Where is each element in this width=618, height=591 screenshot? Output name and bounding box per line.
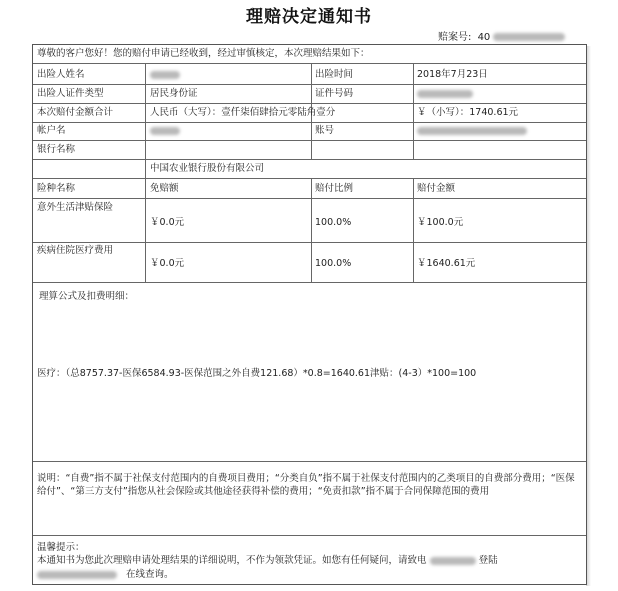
total-amount-uppercase: 人民币（大写）：壹仟柒佰肆拾元零陆角壹分 — [150, 107, 336, 118]
divider — [33, 282, 586, 283]
notice-line-2-text: 在线查询。 — [126, 569, 174, 580]
accident-time-label: 出险时间 — [315, 69, 354, 80]
id-number-label: 证件号码 — [315, 88, 354, 99]
claims-cell: ￥1640.61元 — [417, 258, 476, 269]
redacted-id-number — [417, 90, 473, 98]
redacted-case-number — [493, 33, 565, 41]
claims-cell: 疾病住院医疗费用 — [37, 245, 114, 256]
formula-title: 理算公式及扣费明细： — [39, 291, 135, 302]
redacted-account-name — [150, 127, 180, 135]
id-type-label: 出险人证件类型 — [37, 88, 104, 99]
accident-time-value: 2018年7月23日 — [417, 69, 488, 80]
claims-cell: ￥100.0元 — [417, 217, 464, 228]
case-number-label: 赔案号: — [438, 32, 472, 43]
redacted-insured-name — [150, 71, 180, 79]
divider — [33, 103, 586, 104]
greeting-text: 尊敬的客户您好！您的赔付申请已经收到，经过审慎核定，本次理赔结果如下： — [37, 48, 370, 59]
id-type-value: 居民身份证 — [150, 88, 198, 99]
divider — [145, 178, 146, 282]
total-amount-label: 本次赔付金额合计 — [37, 107, 114, 118]
total-amount-lowercase: ￥（小写）：1740.61元 — [417, 107, 519, 118]
claims-header-cell: 赔付比例 — [315, 183, 354, 194]
account-name-label: 帐户名 — [37, 125, 66, 136]
account-number-label: 账号 — [315, 125, 335, 136]
divider — [33, 159, 586, 160]
divider — [33, 242, 586, 243]
divider — [33, 535, 586, 536]
redacted-phone — [430, 557, 476, 565]
divider — [33, 140, 586, 141]
page-title: 理赔决定通知书 — [246, 7, 372, 27]
divider — [33, 122, 586, 123]
notice-line-1-login: 登陆 — [478, 555, 498, 566]
formula-detail: 医疗：（总8757.37-医保6584.93-医保范围之外自费121.68）*0.8=1640.61津贴：(4-3）*100=100 — [37, 368, 477, 379]
divider — [33, 198, 586, 199]
bank-name-value: 中国农业银行股份有限公司 — [150, 163, 265, 174]
divider — [33, 178, 586, 179]
claims-header-cell: 赔付金额 — [417, 183, 456, 194]
insured-name-label: 出险人姓名 — [37, 69, 85, 80]
explanation-text: 说明：“自费”指不属于社保支付范围内的自费项目费用；“分类自负”指不属于社保支付范围内的乙类项目的自费部分费用；“医保给付”、“第三方支付”指您从社会保险或其他途径获得补偿的费用；“免责扣款”指不属于合同保障范围的费用 — [37, 473, 575, 497]
bank-name-label: 银行名称 — [37, 144, 76, 155]
divider — [145, 63, 146, 178]
divider — [311, 178, 312, 282]
case-number-value: 40 — [477, 32, 491, 43]
claims-cell: 100.0% — [315, 217, 352, 228]
redacted-account-number — [417, 127, 527, 135]
claims-cell: ￥0.0元 — [150, 217, 185, 228]
case-number — [438, 28, 565, 43]
divider — [33, 461, 586, 462]
notice-line-1 — [37, 555, 498, 567]
divider — [311, 63, 312, 84]
divider — [33, 84, 586, 85]
divider — [311, 84, 312, 159]
redacted-website — [37, 571, 117, 579]
claims-cell: 100.0% — [315, 258, 352, 269]
claims-cell: 意外生活津贴保险 — [37, 202, 114, 213]
notice-form — [32, 44, 587, 585]
notice-title: 温馨提示： — [37, 542, 85, 553]
notice-line-2 — [37, 569, 174, 581]
claims-header-cell: 免赔额 — [150, 183, 179, 194]
claims-cell: ￥0.0元 — [150, 258, 185, 269]
notice-line-1-text: 本通知书为您此次理赔申请处理结果的详细说明，不作为领款凭证。如您有任何疑问，请致电 — [37, 555, 427, 566]
claims-header-cell: 险种名称 — [37, 183, 76, 194]
divider — [413, 178, 414, 282]
divider — [33, 63, 586, 64]
divider — [413, 63, 414, 159]
